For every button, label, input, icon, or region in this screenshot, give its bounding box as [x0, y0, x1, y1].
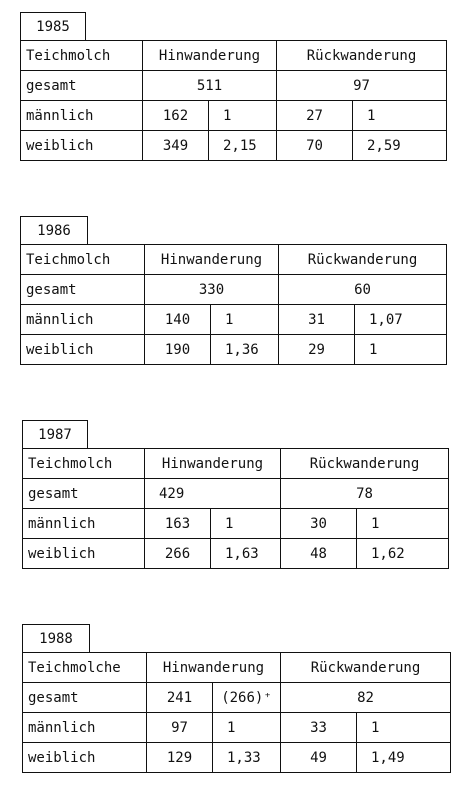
cell-value: 49	[281, 743, 357, 773]
year-label: 1988	[22, 624, 90, 652]
table-row	[23, 713, 451, 743]
table-row	[21, 245, 447, 275]
migration-table	[22, 652, 451, 773]
hinwanderung-header: Hinwanderung	[145, 449, 281, 479]
cell-value: 1	[213, 713, 281, 743]
table-row	[23, 683, 451, 713]
year-label: 1985	[20, 12, 86, 40]
cell-value: 97	[277, 71, 447, 101]
row-label: männlich	[23, 509, 145, 539]
table-row	[23, 509, 449, 539]
row-label: gesamt	[21, 71, 143, 101]
cell-value: 2,59	[353, 131, 447, 161]
cell-value: 1,62	[357, 539, 449, 569]
cell-value: 511	[143, 71, 277, 101]
table-row	[21, 71, 447, 101]
row-label: gesamt	[23, 683, 147, 713]
cell-value: 78	[281, 479, 449, 509]
cell-value: 70	[277, 131, 353, 161]
table-row	[23, 653, 451, 683]
cell-value: 190	[145, 335, 211, 365]
cell-value: 29	[279, 335, 355, 365]
table-row	[23, 743, 451, 773]
row-label: weiblich	[21, 131, 143, 161]
row-label: männlich	[23, 713, 147, 743]
cell-value: 1	[211, 305, 279, 335]
rueckwanderung-header: Rückwanderung	[277, 41, 447, 71]
species-header: Teichmolch	[23, 449, 145, 479]
row-label: gesamt	[23, 479, 145, 509]
table-row	[21, 101, 447, 131]
table-row	[21, 305, 447, 335]
cell-value: 27	[277, 101, 353, 131]
cell-value: 1,36	[211, 335, 279, 365]
cell-value: 1,63	[211, 539, 281, 569]
cell-value: 1,07	[355, 305, 447, 335]
cell-value: 30	[281, 509, 357, 539]
rueckwanderung-header: Rückwanderung	[281, 449, 449, 479]
cell-value: 1	[357, 713, 451, 743]
cell-value: 1,33	[213, 743, 281, 773]
cell-value: 2,15	[209, 131, 277, 161]
year-label: 1986	[20, 216, 88, 244]
rueckwanderung-header: Rückwanderung	[281, 653, 451, 683]
cell-value: 241	[147, 683, 213, 713]
migration-table	[20, 40, 447, 161]
table-row	[23, 539, 449, 569]
species-header: Teichmolch	[21, 245, 145, 275]
table-row	[21, 275, 447, 305]
cell-value-bracketed: (266)⁺	[213, 683, 281, 713]
rueckwanderung-header: Rückwanderung	[279, 245, 447, 275]
row-label: weiblich	[21, 335, 145, 365]
cell-value: 1	[209, 101, 277, 131]
cell-value: 349	[143, 131, 209, 161]
cell-value: 31	[279, 305, 355, 335]
cell-value: 429	[145, 479, 281, 509]
year-label: 1987	[22, 420, 88, 448]
hinwanderung-header: Hinwanderung	[143, 41, 277, 71]
table-row	[21, 41, 447, 71]
hinwanderung-header: Hinwanderung	[147, 653, 281, 683]
row-label: männlich	[21, 305, 145, 335]
cell-value: 1	[353, 101, 447, 131]
cell-value: 48	[281, 539, 357, 569]
migration-table	[22, 448, 449, 569]
species-header: Teichmolch	[21, 41, 143, 71]
cell-value: 60	[279, 275, 447, 305]
migration-table	[20, 244, 447, 365]
cell-value: 162	[143, 101, 209, 131]
cell-value: 33	[281, 713, 357, 743]
cell-value: 163	[145, 509, 211, 539]
cell-value: 97	[147, 713, 213, 743]
cell-value: 330	[145, 275, 279, 305]
hinwanderung-header: Hinwanderung	[145, 245, 279, 275]
cell-value: 1	[357, 509, 449, 539]
cell-value: 82	[281, 683, 451, 713]
row-label: weiblich	[23, 743, 147, 773]
cell-value: 129	[147, 743, 213, 773]
row-label: gesamt	[21, 275, 145, 305]
table-row	[21, 335, 447, 365]
row-label: männlich	[21, 101, 143, 131]
table-row	[23, 479, 449, 509]
cell-value: 1	[211, 509, 281, 539]
table-row	[21, 131, 447, 161]
cell-value: 266	[145, 539, 211, 569]
row-label: weiblich	[23, 539, 145, 569]
table-row	[23, 449, 449, 479]
cell-value: 140	[145, 305, 211, 335]
cell-value: 1	[355, 335, 447, 365]
cell-value: 1,49	[357, 743, 451, 773]
species-header: Teichmolche	[23, 653, 147, 683]
